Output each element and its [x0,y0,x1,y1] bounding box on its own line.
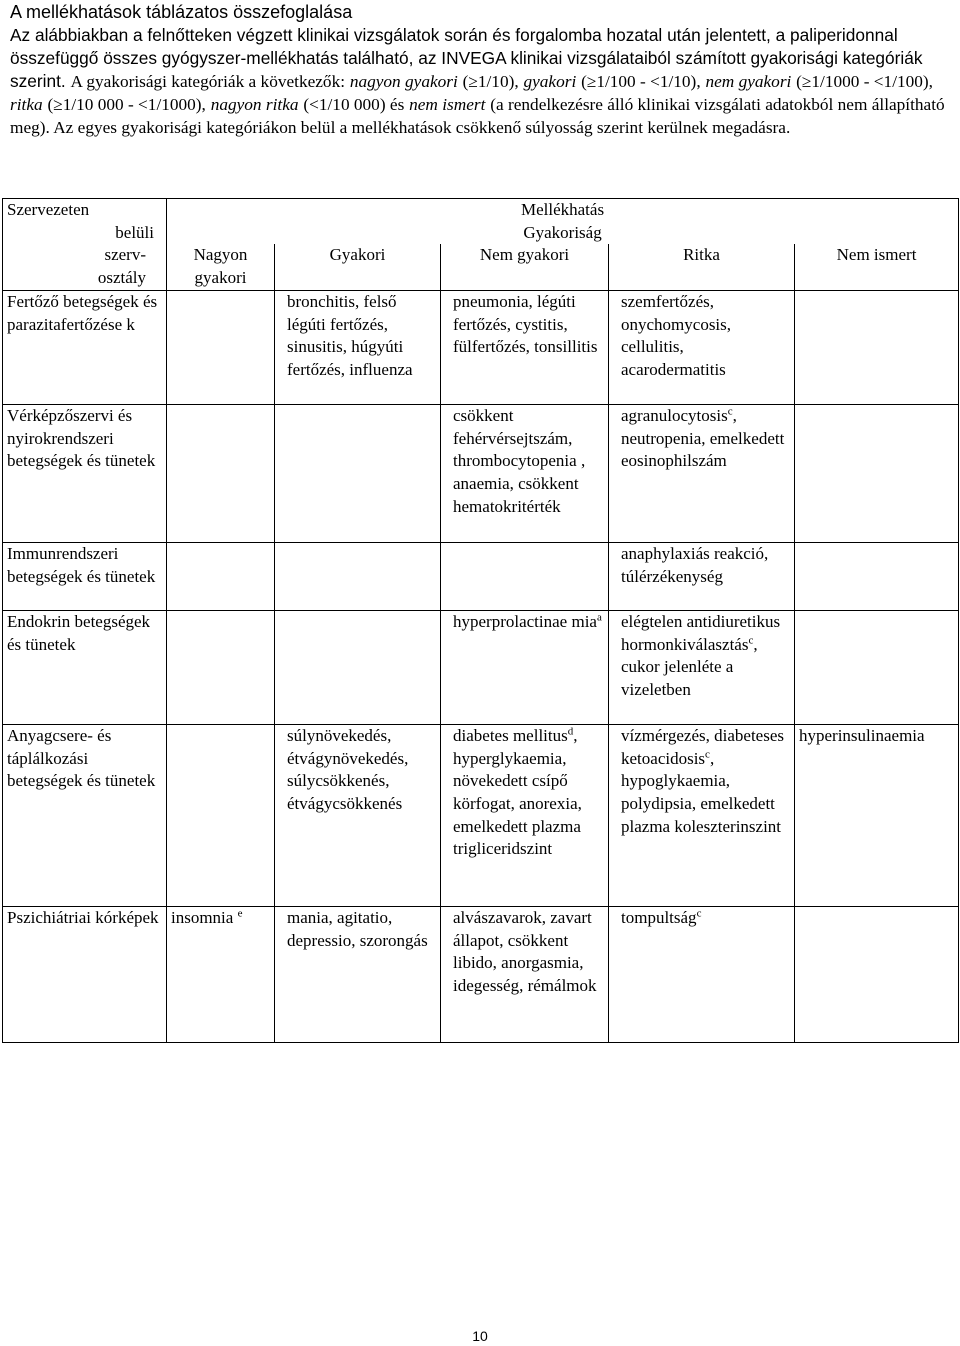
table-row [3,725,959,907]
very-common-cell [167,405,275,543]
common-cell [275,405,441,543]
not-known-cell [795,611,959,725]
header-gyakorisag: Gyakoriság [167,222,959,245]
header-freq-common: Gyakori [275,244,441,291]
header-freq-not-known: Nem ismert [795,244,959,291]
header-freq-uncommon: Nem gyakori [441,244,609,291]
intro-paragraph: Az alábbiakban a felnőtteken végzett klinikai vizsgálatok során és forgalomba hozatal után jelentett, a paliperidonnal összefüggő összes gyógyszer-mellékhatás található, az INVEGA klinikai vizsgálataiból számított gyakorisági kategóriák szerint. A gyakorisági kategóriák a következők: nagyon gyakori (≥1/10), gyakori (≥1/100 - <1/10), nem gyakori (≥1/1000 - <1/100), ritka (≥1/10 000 - <1/1000), nagyon ritka (<1/10 000) és nem ismert (a rendelkezésre álló klinikai vizsgálati adatokból nem állapítható meg). Az egyes gyakorisági kategóriákon belül a mellékhatások csökkenő súlyosság szerint kerülnek megadásra. [10,25,945,137]
uncommon-cell: diabetes mellitus$^d$, hyperglykaemia, növekedett csípő körfogat, anorexia, emelkedett plazma trigliceridszint [441,725,609,907]
table-header-row [3,199,959,222]
not-known-cell [795,907,959,1043]
very-common-cell [167,291,275,405]
not-known-cell [795,543,959,611]
very-common-cell [167,543,275,611]
rare-cell: szemfertőzés, onychomycosis, cellulitis, acarodermatitis [609,291,795,405]
rare-cell: anaphylaxiás reakció, túlérzékenység [609,543,795,611]
page-number: 10 [472,1328,488,1344]
header-soc: Szervezeten belüli szerv- osztály [3,199,167,291]
header-mellekhatas: Mellékhatás [167,199,959,222]
table-row [3,291,959,405]
rare-cell: elégtelen antidiuretikus hormonkiválasztás$^c$, cukor jelenléte a vizeletben [609,611,795,725]
soc-cell: Anyagcsere- és táplálkozási betegségek és tünetek [3,725,167,907]
section-heading: A mellékhatások táblázatos összefoglalása [10,2,353,22]
table-row [3,611,959,725]
common-cell: mania, agitatio, depressio, szorongás [275,907,441,1043]
soc-cell: Vérképzőszervi és nyirokrendszeri betegségek és tünetek [3,405,167,543]
uncommon-cell: csökkent fehérvérsejtszám, thrombocytopenia , anaemia, csökkent hematokritérték [441,405,609,543]
table-row [3,907,959,1043]
uncommon-cell: pneumonia, légúti fertőzés, cystitis, fülfertőzés, tonsillitis [441,291,609,405]
uncommon-cell [441,543,609,611]
common-cell: bronchitis, felső légúti fertőzés, sinusitis, húgyúti fertőzés, influenza [275,291,441,405]
adverse-reactions-table [2,198,959,1043]
common-cell [275,611,441,725]
soc-cell: Immunrendszeri betegségek és tünetek [3,543,167,611]
not-known-cell [795,291,959,405]
common-cell [275,543,441,611]
table-row [3,405,959,543]
rare-cell: agranulocytosis$^c$, neutropenia, emelkedett eosinophilszám [609,405,795,543]
header-freq-rare: Ritka [609,244,795,291]
not-known-cell: hyperinsulinaemia [795,725,959,907]
soc-cell: Pszichiátriai kórképek [3,907,167,1043]
uncommon-cell: hyperprolactinae mia$^a$ [441,611,609,725]
uncommon-cell: alvászavarok, zavart állapot, csökkent libido, anorgasmia, idegesség, rémálmok [441,907,609,1043]
not-known-cell [795,405,959,543]
rare-cell: vízmérgezés, diabeteses ketoacidosis$^c$, hypoglykaemia, polydipsia, emelkedett plazma koleszterinszint [609,725,795,907]
soc-cell: Endokrin betegségek és tünetek [3,611,167,725]
very-common-cell: insomnia $^e$ [167,907,275,1043]
very-common-cell [167,725,275,907]
rare-cell: tompultság$^c$ [609,907,795,1043]
table-row [3,543,959,611]
very-common-cell [167,611,275,725]
common-cell: súlynövekedés, étvágynövekedés, súlycsökkenés, étvágycsökkenés [275,725,441,907]
soc-cell: Fertőző betegségek és parazitafertőzése k [3,291,167,405]
header-freq-very-common: Nagyon gyakori [167,244,275,291]
